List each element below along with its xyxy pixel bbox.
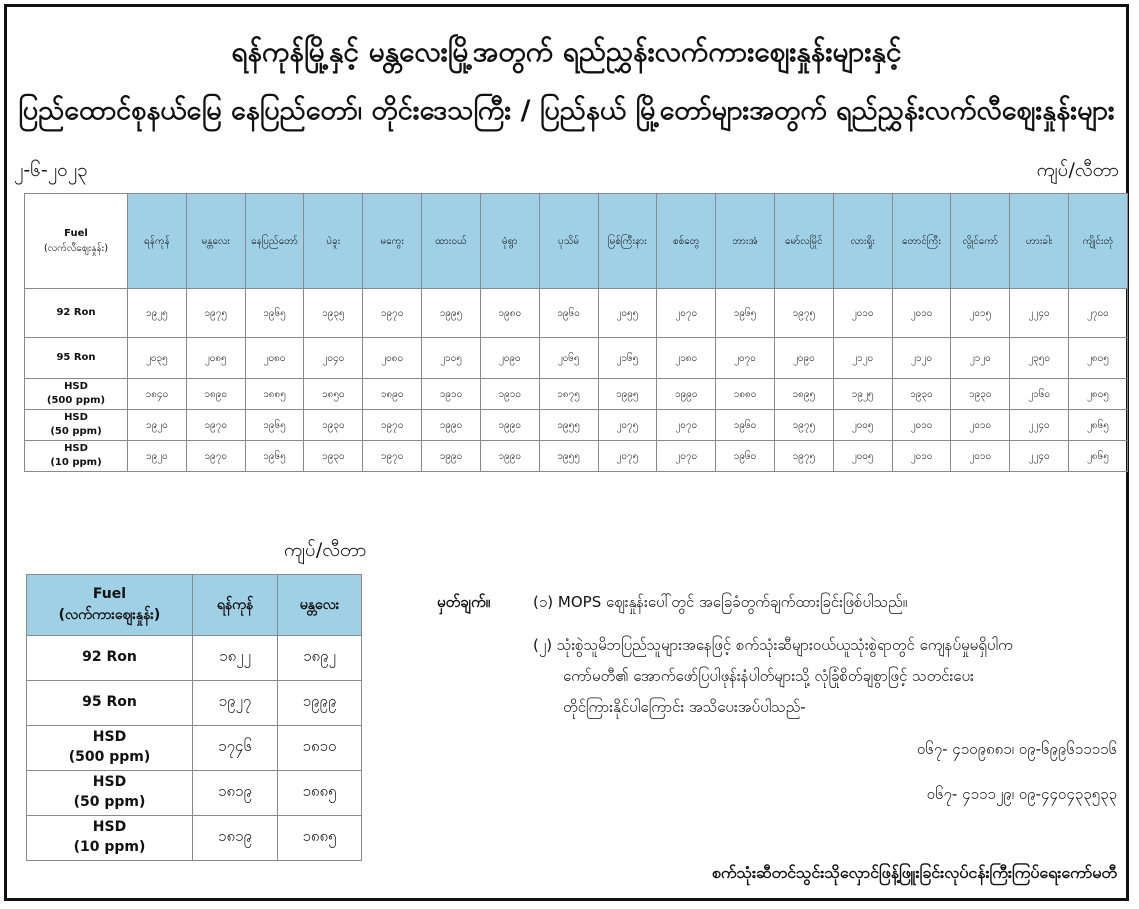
price-cell: ၁၉၂၀ (128, 441, 187, 472)
price-cell: ၁၉၃၀ (304, 410, 363, 441)
fuel-row-label (25, 338, 128, 379)
price-cell: ၂၈၀၅ (1069, 338, 1128, 379)
price-cell: ၂၂၄၀ (1010, 410, 1069, 441)
price-cell: ၁၈၄၀ (128, 379, 187, 410)
price-cell: ၁၉၅၅ (539, 410, 598, 441)
price-cell: ၁၉၇၀ (363, 289, 422, 338)
price-cell: ၂၀၉၀ (480, 338, 539, 379)
note-2-line1: (၂) သုံးစွဲသူမိဘပြည်သူများအနေဖြင့် စက်သုံးဆီများဝယ်ယူသုံးစွဲရာတွင် ကျေနပ်မှုမရှိပါက (533, 636, 1013, 654)
price-cell: ၂၀၇၅ (598, 441, 657, 472)
price-cell: ၂၁၈၀ (657, 338, 716, 379)
price-cell: ၁၉၆၅ (245, 289, 304, 338)
price-cell: ၂၂၄၀ (1010, 289, 1069, 338)
price-cell: ၂၃၅၀ (1010, 338, 1069, 379)
table-row (25, 379, 1128, 410)
price-cell: ၂၁၆၅ (598, 338, 657, 379)
wholesale-city-header: ရန်ကုန် (193, 575, 278, 636)
note-2-line2: ကော်မတီ၏ အောက်ဖော်ပြပါဖုန်းနံပါတ်များသို့ လုံခြုံစိတ်ချစွာဖြင့် သတင်းပေး (563, 667, 974, 685)
price-cell: ၂၀၁၀ (892, 289, 951, 338)
city-header: ရန်ကုန် (128, 194, 187, 289)
wholesale-fuel-grade: (50 ppm) (73, 794, 146, 810)
unit-label: ကျပ်/လီတာ (1036, 159, 1119, 181)
wholesale-price-cell: ၁၈၁၀ (278, 726, 362, 771)
fuel-row-label (25, 289, 128, 338)
wholesale-fuel-name: 92 Ron (82, 649, 137, 666)
fuel-header-subtitle: (လက်လီဈေးနှုန်း) (43, 243, 109, 254)
price-cell: ၁၉၇၅ (186, 289, 245, 338)
city-header: မကွေး (363, 194, 422, 289)
city-header: တောင်ကြီး (892, 194, 951, 289)
price-cell: ၂၁၂၀ (951, 338, 1010, 379)
price-cell: ၂၀၈၀ (245, 338, 304, 379)
wholesale-fuel-row-label (27, 816, 193, 861)
price-cell: ၁၉၇၅ (774, 410, 833, 441)
price-cell: ၂၀၇၀ (657, 441, 716, 472)
city-header: လားရှိုး (833, 194, 892, 289)
price-cell: ၂၀၈၀ (363, 338, 422, 379)
price-cell: ၁၈၉၅ (774, 379, 833, 410)
phone-numbers-1: ၀၆၇- ၄၁၀၉၈၈၁၊ ၀၉-၆၉၉၆၁၁၁၁၆ (916, 740, 1117, 758)
price-cell: ၂၁၀၅ (422, 338, 481, 379)
wholesale-price-cell: ၁၇၄၆ (193, 726, 278, 771)
price-cell: ၁၉၃၅ (304, 289, 363, 338)
price-cell: ၂၂၄၀ (1010, 441, 1069, 472)
wholesale-fuel-grade: (10 ppm) (73, 839, 146, 855)
price-cell: ၂၀၆၅ (539, 338, 598, 379)
price-cell: ၁၉၃၀ (304, 441, 363, 472)
fuel-row-label (25, 441, 128, 472)
price-cell: ၁၉၇၀ (186, 441, 245, 472)
wholesale-fuel-row-label (27, 636, 193, 681)
city-header: လွိုင်ကော် (951, 194, 1010, 289)
city-header: ဘားအံ (716, 194, 775, 289)
price-cell: ၁၉၉၅ (422, 289, 481, 338)
table-row (25, 410, 1128, 441)
price-cell: ၂၀၁၅ (951, 289, 1010, 338)
table-row (25, 441, 1128, 472)
wholesale-fuel-header-subtitle: (လက်ကားဈေးနှုန်း) (58, 607, 161, 623)
price-cell: ၁၈၉၀ (363, 379, 422, 410)
price-cell: ၁၉၉၅ (598, 379, 657, 410)
price-cell: ၁၉၇၀ (363, 410, 422, 441)
price-cell: ၁၉၉၀ (422, 441, 481, 472)
wholesale-fuel-row-label (27, 771, 193, 816)
price-cell: ၁၉၈၀ (480, 289, 539, 338)
wholesale-fuel-row-label (27, 726, 193, 771)
wholesale-table-row (27, 771, 362, 816)
price-cell: ၂၀၇၅ (598, 410, 657, 441)
wholesale-price-cell: ၁၈၂၂ (193, 636, 278, 681)
wholesale-fuel-grade: (500 ppm) (68, 749, 151, 765)
price-cell: ၂၈၆၅ (1069, 410, 1128, 441)
wholesale-fuel-name: HSD (92, 774, 127, 791)
fuel-header-title: Fuel (64, 228, 88, 239)
notes-label: မှတ်ချက်။ (437, 593, 491, 611)
price-cell: ၁၉၆၅ (245, 441, 304, 472)
city-header: ဟားခါး (1010, 194, 1069, 289)
price-cell: ၂၀၄၀ (304, 338, 363, 379)
price-cell: ၁၉၆၅ (245, 410, 304, 441)
city-header: မြစ်ကြီးနား (598, 194, 657, 289)
fuel-name: HSD (64, 381, 88, 392)
date-label: ၂-၆-၂၀၂၃ (14, 159, 88, 181)
price-cell: ၂၁၆၀ (1010, 379, 1069, 410)
wholesale-table-row (27, 681, 362, 726)
wholesale-price-cell: ၁၈၈၅ (278, 816, 362, 861)
city-header: မော်လမြိုင် (774, 194, 833, 289)
price-cell: ၂၀၁၀ (833, 289, 892, 338)
price-cell: ၁၉၉၀ (657, 379, 716, 410)
price-cell: ၁၉၃၀ (892, 379, 951, 410)
price-cell: ၂၀၅၅ (598, 289, 657, 338)
price-cell: ၂၀၈၅ (186, 338, 245, 379)
price-cell: ၂၀၁၀ (892, 410, 951, 441)
fuel-name: 95 Ron (56, 352, 96, 363)
wholesale-price-cell: ၁၈၈၅ (278, 771, 362, 816)
price-cell: ၁၉၇၀ (363, 441, 422, 472)
city-header: မန္တလေး (186, 194, 245, 289)
price-cell: ၁၈၉၀ (186, 379, 245, 410)
price-cell: ၁၉၇၅ (774, 289, 833, 338)
price-cell: ၂၀၃၅ (128, 338, 187, 379)
price-cell: ၁၉၁၀ (422, 379, 481, 410)
price-cell: ၁၉၁၀ (480, 379, 539, 410)
wholesale-price-cell: ၁၉၂၇ (193, 681, 278, 726)
fuel-name: HSD (64, 443, 88, 454)
page-title-line1: ရန်ကုန်မြို့နှင့် မန္တလေးမြို့အတွက် ရည်ညွှန်းလက်ကားဈေးနှုန်းများနှင့် (231, 35, 902, 68)
fuel-grade: (50 ppm) (50, 426, 102, 437)
price-cell: ၁၉၂၅ (128, 289, 187, 338)
page-title-line2: ပြည်ထောင်စုနယ်မြေ နေပြည်တော်၊ တိုင်းဒေသကြီး / ပြည်နယ် မြို့တော်များအတွက် ရည်ညွှန်းလက်လီဈေးနှုန်းများ (18, 95, 1115, 126)
price-cell: ၁၈၈၅ (245, 379, 304, 410)
price-cell: ၂၇၀၀ (1069, 289, 1128, 338)
price-cell: ၁၈၇၅ (539, 379, 598, 410)
price-cell: ၁၉၇၅ (774, 441, 833, 472)
price-cell: ၁၉၆၀ (539, 289, 598, 338)
price-cell: ၁၉၃၀ (951, 379, 1010, 410)
price-cell: ၂၀၁၀ (892, 441, 951, 472)
table-row (25, 289, 1128, 338)
fuel-row-label (25, 410, 128, 441)
note-1: (၁) MOPS ဈေးနှုန်းပေါ်တွင် အခြေခံတွက်ချက်ထားခြင်းဖြစ်ပါသည်။ (533, 593, 908, 611)
price-cell: ၁၉၅၅ (539, 441, 598, 472)
price-cell: ၁၉၂၅ (833, 379, 892, 410)
price-cell: ၂၀၇၀ (716, 338, 775, 379)
wholesale-price-cell: ၁၈၉၂ (278, 636, 362, 681)
price-cell: ၂၀၁၀ (951, 410, 1010, 441)
price-cell: ၂၀၉၀ (774, 338, 833, 379)
price-cell: ၁၉၉၀ (480, 441, 539, 472)
wholesale-price-table (26, 574, 362, 861)
city-header: မုံရွာ (480, 194, 539, 289)
price-cell: ၂၀၇၀ (657, 410, 716, 441)
fuel-name: 92 Ron (56, 307, 96, 318)
price-cell: ၂၈၀၅ (1069, 379, 1128, 410)
price-cell: ၂၁၂၀ (892, 338, 951, 379)
price-cell: ၂၀၁၀ (951, 441, 1010, 472)
city-header: ပဲခူး (304, 194, 363, 289)
wholesale-price-cell: ၁၈၁၉ (193, 816, 278, 861)
price-cell: ၁၉၉၀ (422, 410, 481, 441)
city-header: ပုသိမ် (539, 194, 598, 289)
wholesale-fuel-row-label (27, 681, 193, 726)
price-cell: ၁၈၈၀ (716, 379, 775, 410)
city-header: ထားဝယ် (422, 194, 481, 289)
fuel-column-header (25, 194, 128, 289)
fuel-grade: (10 ppm) (50, 457, 102, 468)
city-header: နေပြည်တော် (245, 194, 304, 289)
wholesale-table-row (27, 636, 362, 681)
committee-signature: စက်သုံးဆီတင်သွင်းသိုလှောင်ဖြန့်ဖြူးခြင်းလုပ်ငန်းကြီးကြပ်ရေးကော်မတီ (711, 863, 1117, 882)
retail-price-table (24, 193, 1128, 472)
price-cell: ၂၀၀၅ (833, 410, 892, 441)
price-cell: ၂၀၇၀ (657, 289, 716, 338)
wholesale-table-row (27, 726, 362, 771)
city-header: ကျိုင်းတုံ (1069, 194, 1128, 289)
fuel-grade: (500 ppm) (46, 395, 106, 406)
wholesale-fuel-column-header (27, 575, 193, 636)
wholesale-unit-label: ကျပ်/လီတာ (284, 539, 367, 561)
price-cell: ၂၁၂၀ (833, 338, 892, 379)
wholesale-fuel-name: HSD (92, 729, 127, 746)
fuel-name: HSD (64, 412, 88, 423)
price-cell: ၁၉၆၅ (716, 289, 775, 338)
wholesale-fuel-header-title: Fuel (92, 586, 127, 602)
wholesale-fuel-name: 95 Ron (82, 694, 137, 711)
price-cell: ၁၉၂၀ (128, 410, 187, 441)
price-cell: ၁၉၉၀ (480, 410, 539, 441)
price-cell: ၁၉၇၀ (186, 410, 245, 441)
price-cell: ၁၉၆၀ (716, 410, 775, 441)
wholesale-table-row (27, 816, 362, 861)
table-row (25, 338, 1128, 379)
wholesale-city-header: မန္တလေး (278, 575, 362, 636)
price-cell: ၂၀၀၅ (833, 441, 892, 472)
city-header: စစ်တွေ (657, 194, 716, 289)
wholesale-price-cell: ၁၈၁၉ (193, 771, 278, 816)
price-cell: ၁၈၅၀ (304, 379, 363, 410)
note-2-line3: တိုင်ကြားနိုင်ပါကြောင်း အသိပေးအပ်ပါသည်- (563, 698, 806, 716)
phone-numbers-2: ၀၆၇- ၄၁၁၁၂၉၊ ၀၉-၄၄၀၄၃၃၅၃၃ (926, 785, 1117, 803)
retail-table-header (25, 194, 1128, 289)
wholesale-table-header (27, 575, 362, 636)
price-cell: ၂၈၆၅ (1069, 441, 1128, 472)
price-cell: ၁၉၆၀ (716, 441, 775, 472)
wholesale-price-cell: ၁၉၉၉ (278, 681, 362, 726)
wholesale-fuel-name: HSD (92, 819, 127, 836)
fuel-row-label (25, 379, 128, 410)
